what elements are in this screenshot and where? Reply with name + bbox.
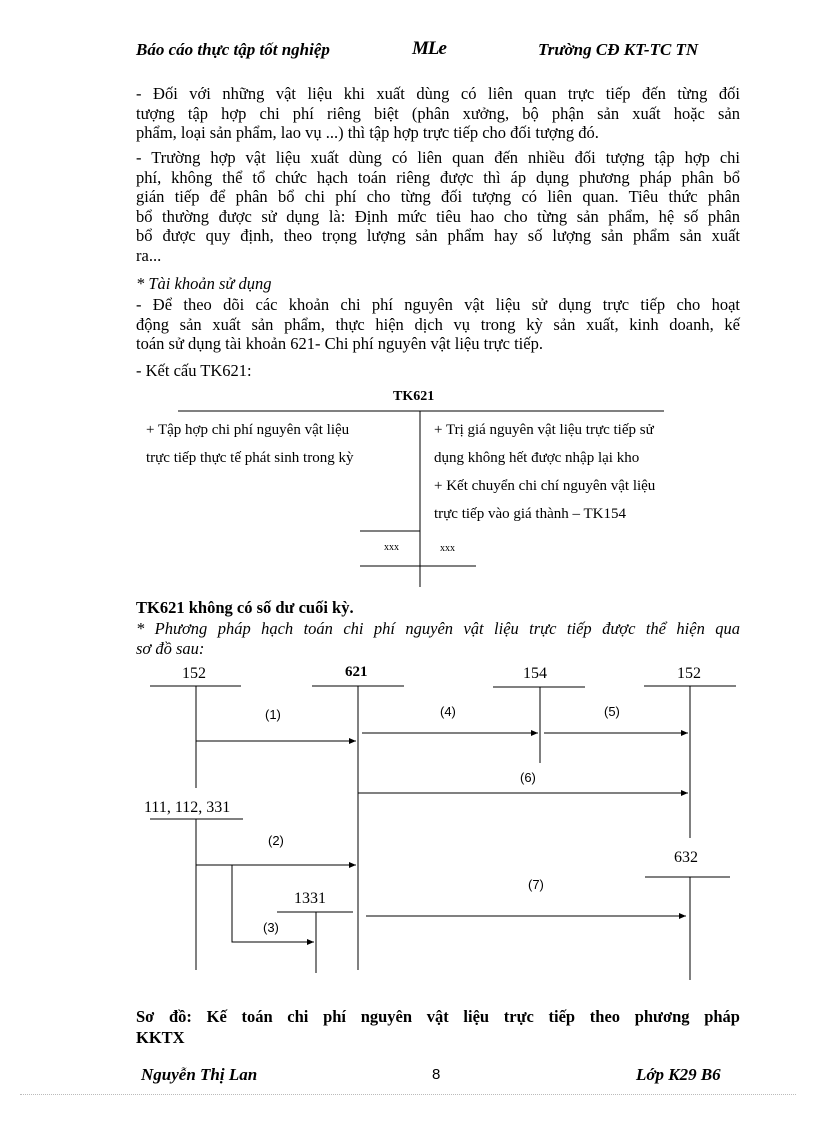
footer-class: Lớp K29 B6 xyxy=(636,1065,721,1084)
account-621: 621 xyxy=(345,664,368,680)
page-bottom-divider xyxy=(20,1094,796,1095)
text-line: bổ được quy định, theo trọng lượng sản phẩm hay số lượng sản phẩm sản xuất xyxy=(136,226,740,245)
header-right-title: Trường CĐ KT-TC TN xyxy=(538,40,699,59)
text-line: * Phương pháp hạch toán chi phí nguyên vật liệu trực tiếp được thể hiện qua xyxy=(136,619,740,638)
no-balance-note: TK621 không có số dư cuối kỳ. xyxy=(136,598,354,617)
t-account-title: TK621 xyxy=(393,389,435,404)
credit-total: xxx xyxy=(440,543,455,554)
debit-line: + Tập hợp chi phí nguyên vật liệu xyxy=(146,422,350,438)
text-line: bổ thường được sử dụng là: Định mức tiêu hao cho từng sản phẩm, hệ số phân xyxy=(136,206,740,226)
credit-line: + Kết chuyển chi chí nguyên vật liệu xyxy=(434,478,656,494)
account-632: 632 xyxy=(674,849,698,866)
text-line: KKTX xyxy=(136,1028,185,1047)
account-1331: 1331 xyxy=(294,890,326,907)
flow-label-5: (5) xyxy=(604,704,620,719)
account-154: 154 xyxy=(523,665,547,682)
flow-label-4: (4) xyxy=(440,704,456,719)
text-line: sơ đồ sau: xyxy=(136,638,205,658)
page-number: 8 xyxy=(432,1066,441,1083)
debit-line: trực tiếp thực tế phát sinh trong kỳ xyxy=(146,450,354,466)
text-line: gián tiếp để phân bổ chi phí cho từng đối tượng có liên quan. Tiêu thức phân xyxy=(136,187,740,206)
text-line: động sản xuất sản phẩm, thực hiện dịch vụ trong kỳ sản xuất, kinh doanh, kế xyxy=(136,314,740,334)
text-line: Sơ đồ: Kế toán chi phí nguyên vật liệu trực tiếp theo phương pháp xyxy=(136,1007,740,1026)
credit-line: trực tiếp vào giá thành – TK154 xyxy=(434,506,626,522)
header-left-title: Báo cáo thực tập tốt nghiệp xyxy=(136,40,330,59)
text-line: tượng tập hợp chi phí riêng biệt (phân xưởng, bộ phận sản xuất hoặc sản xyxy=(136,103,740,123)
flow-label-2: (2) xyxy=(268,833,284,848)
flow-label-7: (7) xyxy=(528,877,544,892)
credit-line: + Trị giá nguyên vật liệu trực tiếp sử xyxy=(434,422,654,438)
text-line: ra... xyxy=(136,245,162,265)
account-152-left: 152 xyxy=(182,665,206,682)
footer-author: Nguyễn Thị Lan xyxy=(141,1065,258,1084)
structure-label: - Kết cấu TK621: xyxy=(136,361,252,380)
text-line: - Trường hợp vật liệu xuất dùng có liên quan đến nhiều đối tượng tập hợp chi xyxy=(136,148,740,167)
flow-label-1: (1) xyxy=(265,707,281,722)
text-line: phẩm, loại sản phẩm, lao vụ ...) thì tập hợp trực tiếp cho đối tượng đó. xyxy=(136,123,599,142)
account-111-112-331: 111, 112, 331 xyxy=(144,799,231,816)
account-heading: * Tài khoản sử dụng xyxy=(136,274,272,293)
diagram-caption xyxy=(136,1006,740,1048)
credit-line: dụng không hết được nhập lại kho xyxy=(434,450,640,466)
text-line: - Đối với những vật liệu khi xuất dùng có liên quan trực tiếp đến từng đối xyxy=(136,84,740,103)
text-line: - Để theo dõi các khoản chi phí nguyên vật liệu sử dụng trực tiếp cho hoạt xyxy=(136,295,740,314)
text-line: phí, không thể tổ chức hạch toán riêng được thì áp dụng phương pháp phân bổ xyxy=(136,167,740,187)
debit-total: xxx xyxy=(384,542,399,553)
header-logo: MLe xyxy=(412,38,446,59)
text-line: toán sử dụng tài khoản 621- Chi phí nguyên vật liệu trực tiếp. xyxy=(136,334,543,353)
flow-label-3: (3) xyxy=(263,920,279,935)
flow-label-6: (6) xyxy=(520,770,536,785)
account-152-right: 152 xyxy=(677,665,701,682)
